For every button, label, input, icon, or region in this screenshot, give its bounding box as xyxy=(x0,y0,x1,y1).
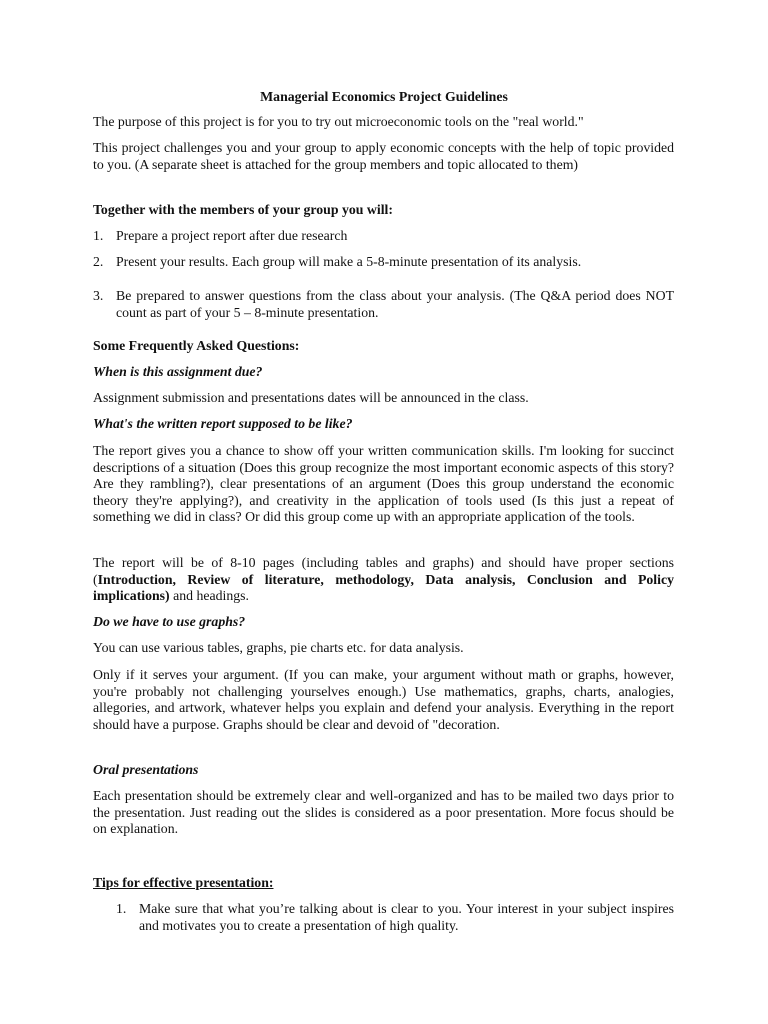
task-number: 1. xyxy=(93,228,104,243)
task-number: 3. xyxy=(93,288,104,303)
faq-answer: The report gives you a chance to show off your written communication skills. I'm looking for succinct descriptions of a situation (Does this group recognize the most important economic aspects of this story? Are they rambling?), clear presentations of an argument (Does this group understand the economic theory they're applying?), and creativity in the application of tools used (Is this just a repeat of something we did in class? Or did this group come up with an appropriate application of the tools. xyxy=(93,443,674,525)
intro-paragraph-2: This project challenges you and your group to apply economic concepts with the help of topic provided to you. (A separate sheet is attached for the group members and topic allocated to them) xyxy=(93,140,674,172)
report-length-text: The report will be of 8-10 pages (including tables and graphs) and should have proper sections ( xyxy=(93,555,674,587)
task-item xyxy=(0,254,768,274)
faq-answer: Only if it serves your argument. (If you can make, your argument without math or graphs, however, you're probably not challenging yourselves enough.) Use mathematics, graphs, charts, analogies, allegories, and artwork, whatever helps you explain and defend your analysis. Everything in the report should have a purpose. Graphs should be clear and devoid of "decoration. xyxy=(93,667,674,732)
task-item xyxy=(0,288,768,324)
report-sections-text: Introduction, Review of literature, methodology, Data analysis, Conclusion and Policy implications) xyxy=(93,571,674,604)
tip-number: 1. xyxy=(116,901,127,916)
faq-answer: Each presentation should be extremely clear and well-organized and has to be mailed two days prior to the presentation. Just reading out the slides is considered as a poor presentation. More focus should be on explanation. xyxy=(93,788,674,837)
faq-answer-report-length xyxy=(93,555,674,605)
document-title: Managerial Economics Project Guidelines xyxy=(260,89,508,104)
faq-question: Do we have to use graphs? xyxy=(93,614,246,629)
task-text: Present your results. Each group will make a 5-8-minute presentation of its analysis. xyxy=(116,254,582,269)
task-text: Prepare a project report after due research xyxy=(116,228,348,243)
faq-question: Oral presentations xyxy=(93,762,199,777)
faq-question: What's the written report supposed to be like? xyxy=(93,416,353,431)
report-headings-text: and headings. xyxy=(169,588,249,604)
faq-heading: Some Frequently Asked Questions: xyxy=(93,338,300,353)
faq-answer: Assignment submission and presentations dates will be announced in the class. xyxy=(93,390,529,405)
task-item xyxy=(0,228,768,248)
tasks-heading: Together with the members of your group you will: xyxy=(93,202,393,217)
tip-text: Make sure that what you’re talking about is clear to you. Your interest in your subject inspires and motivates you to create a presentation of high quality. xyxy=(139,901,674,933)
task-text: Be prepared to answer questions from the class about your analysis. (The Q&A period does NOT count as part of your 5 – 8-minute presentation. xyxy=(116,288,674,320)
tip-item xyxy=(0,901,768,937)
tips-heading: Tips for effective presentation: xyxy=(93,875,274,890)
faq-answer: You can use various tables, graphs, pie charts etc. for data analysis. xyxy=(93,640,464,655)
task-number: 2. xyxy=(93,254,104,269)
faq-question: When is this assignment due? xyxy=(93,364,263,379)
intro-paragraph-1: The purpose of this project is for you to try out microeconomic tools on the "real world." xyxy=(93,114,584,129)
